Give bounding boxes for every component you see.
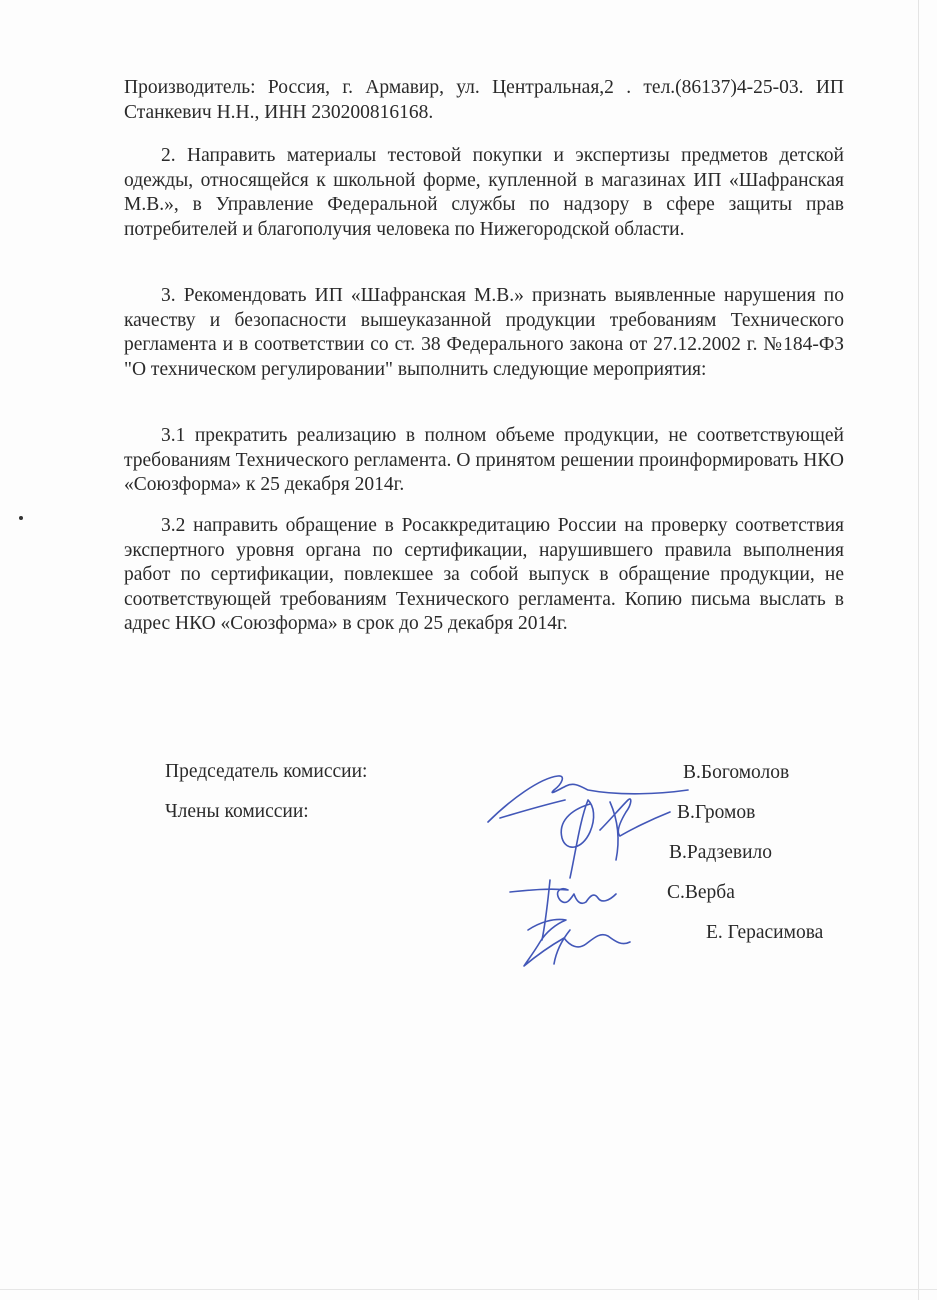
page-bottom-edge	[0, 1289, 937, 1290]
page-edge	[918, 0, 919, 1300]
signature-stroke	[554, 930, 570, 964]
signature-stroke	[488, 776, 688, 822]
item-3-1-paragraph: 3.1 прекратить реализацию в полном объеме продукции, не соответствующей требованиям Технического регламента. О принятом решении проинформировать НКО «Союзформа» к 25 декабря 2014г.	[124, 425, 844, 495]
signature-stroke	[610, 802, 618, 860]
item-2-paragraph: 2. Направить материалы тестовой покупки и экспертизы предметов детской одежды, относящейся к школьной форме, купленной в магазинах ИП «Шафранская М.В.», в Управление Федеральной службы по надзору в сфере защиты прав потребителей и благополучия человека по Нижегородской области.	[124, 145, 844, 240]
item-3-2-paragraph: 3.2 направить обращение в Росаккредитацию России на проверку соответствия экспертного уровня органа по сертификации, нарушившего правила выполнения работ по сертификации, повлекшее за собой выпуск в обращение продукции, не соответствующей требованиям Технического регламента. Копию письма выслать в адрес НКО «Союзформа» в срок до 25 декабря 2014г.	[124, 515, 844, 634]
handwritten-signatures	[470, 760, 700, 980]
producer-paragraph: Производитель: Россия, г. Армавир, ул. Центральная,2 . тел.(86137)4-25-03. ИП Станкевич Н.Н., ИНН 230200816168.	[124, 77, 844, 123]
signatory-name: В.Богомолов	[683, 762, 790, 783]
chairman-label: Председатель комиссии:	[165, 761, 368, 782]
scan-speck	[19, 516, 23, 520]
members-label: Члены комиссии:	[165, 801, 309, 822]
signature-stroke	[561, 800, 593, 878]
signatory-name: Е. Герасимова	[706, 922, 824, 943]
signature-stroke	[510, 889, 616, 904]
item-3-paragraph: 3. Рекомендовать ИП «Шафранская М.В.» признать выявленные нарушения по качеству и безопасности вышеуказанной продукции требованиям Технического регламента и в соответствии со ст. 38 Федерального закона от 27.12.2002 г. №184-ФЗ "О техническом регулировании" выполнить следующие мероприятия:	[124, 285, 844, 380]
signatory-name: С.Верба	[667, 882, 735, 903]
signatory-name: В.Радзевило	[669, 842, 773, 863]
signatory-name: В.Громов	[677, 802, 756, 823]
signature-stroke	[524, 919, 630, 966]
